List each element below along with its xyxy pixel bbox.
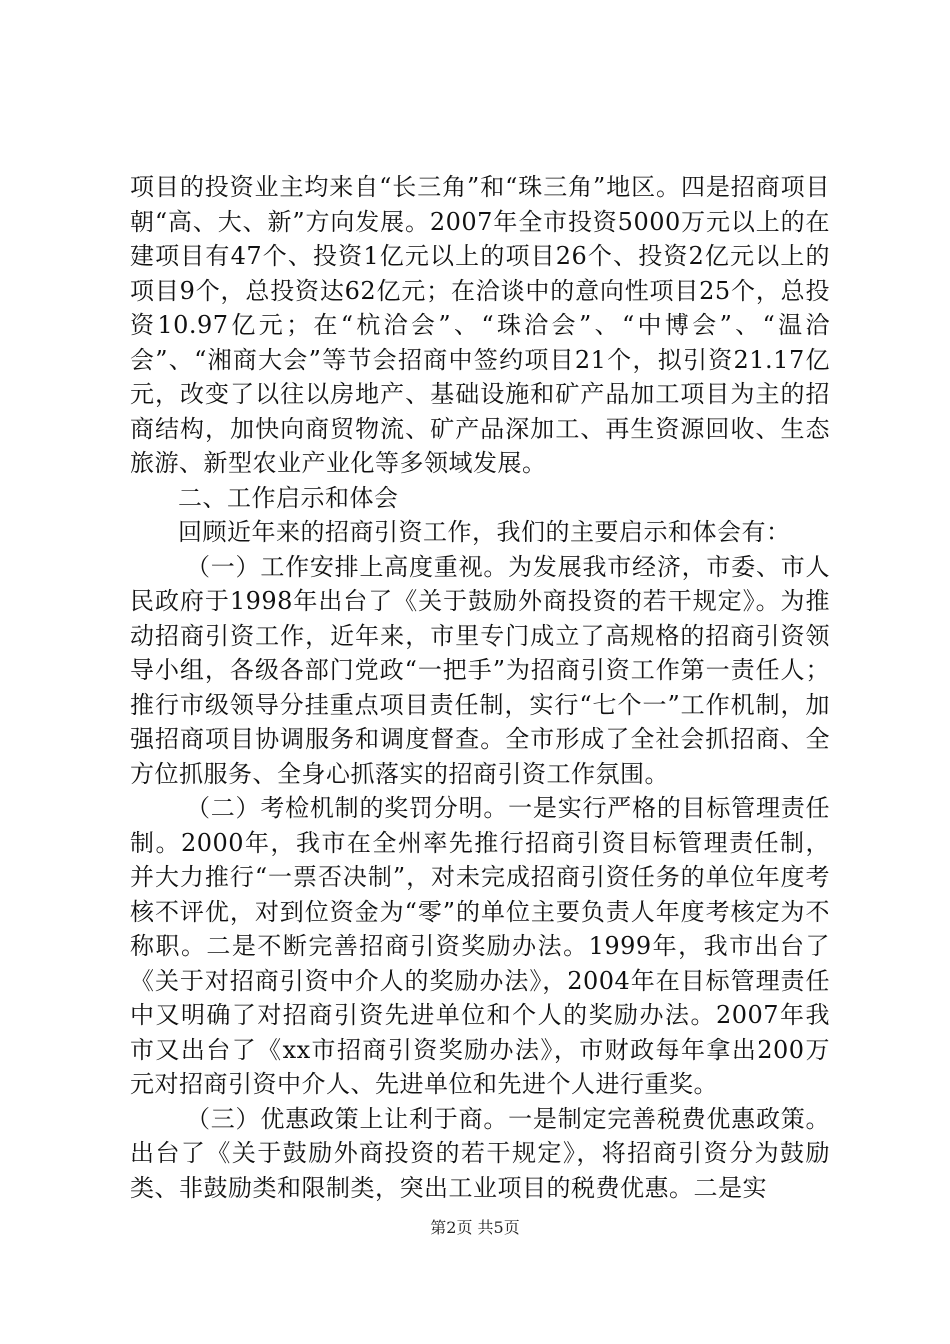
- document-body: [130, 170, 830, 1205]
- paragraph-investment-projects: 项目的投资业主均来自“长三角”和“珠三角”地区。四是招商项目朝“高、大、新”方向发展。2007年全市投资5000万元以上的在建项目有47个、投资1亿元以上的项目26个、投资2亿元以上的项目9个，总投资达62亿元；在洽谈中的意向性项目25个，总投资10.97亿元；在“杭洽会”、“珠洽会”、“中博会”、“温洽会”、“湘商大会”等节会招商中签约项目21个，拟引资21.17亿元，改变了以往以房地产、基础设施和矿产品加工项目为主的招商结构，加快向商贸物流、矿产品深加工、再生资源回收、生态旅游、新型农业产业化等多领域发展。: [130, 173, 830, 477]
- paragraph-point-three: （三）优惠政策上让利于商。一是制定完善税费优惠政策。出台了《关于鼓励外商投资的若干规定》，将招商引资分为鼓励类、非鼓励类和限制类，突出工业项目的税费优惠。二是实: [130, 1104, 830, 1202]
- section-heading-work-insights: 二、工作启示和体会: [178, 483, 399, 512]
- paragraph-point-one: （一）工作安排上高度重视。为发展我市经济，市委、市人民政府于1998年出台了《关于鼓励外商投资的若干规定》。为推动招商引资工作，近年来，市里专门成立了高规格的招商引资领导小组，各级各部门党政“一把手”为招商引资工作第一责任人；推行市级领导分挂重点项目责任制，实行“七个一”工作机制，加强招商项目协调服务和调度督查。全市形成了全社会抓招商、全方位抓服务、全身心抓落实的招商引资工作氛围。: [130, 552, 830, 788]
- page-number-footer: 第2页 共5页: [430, 1218, 520, 1237]
- paragraph-point-two: （二）考检机制的奖罚分明。一是实行严格的目标管理责任制。2000年，我市在全州率先推行招商引资目标管理责任制，并大力推行“一票否决制”，对未完成招商引资任务的单位年度考核不评优，对到位资金为“零”的单位主要负责人年度考核定为不称职。二是不断完善招商引资奖励办法。1999年，我市出台了《关于对招商引资中介人的奖励办法》，2004年在目标管理责任中又明确了对招商引资先进单位和个人的奖励办法。2007年我市又出台了《xx市招商引资奖励办法》，市财政每年拿出200万元对招商引资中介人、先进单位和先进个人进行重奖。: [130, 794, 830, 1098]
- paragraph-review-intro: 回顾近年来的招商引资工作，我们的主要启示和体会有：: [178, 518, 791, 546]
